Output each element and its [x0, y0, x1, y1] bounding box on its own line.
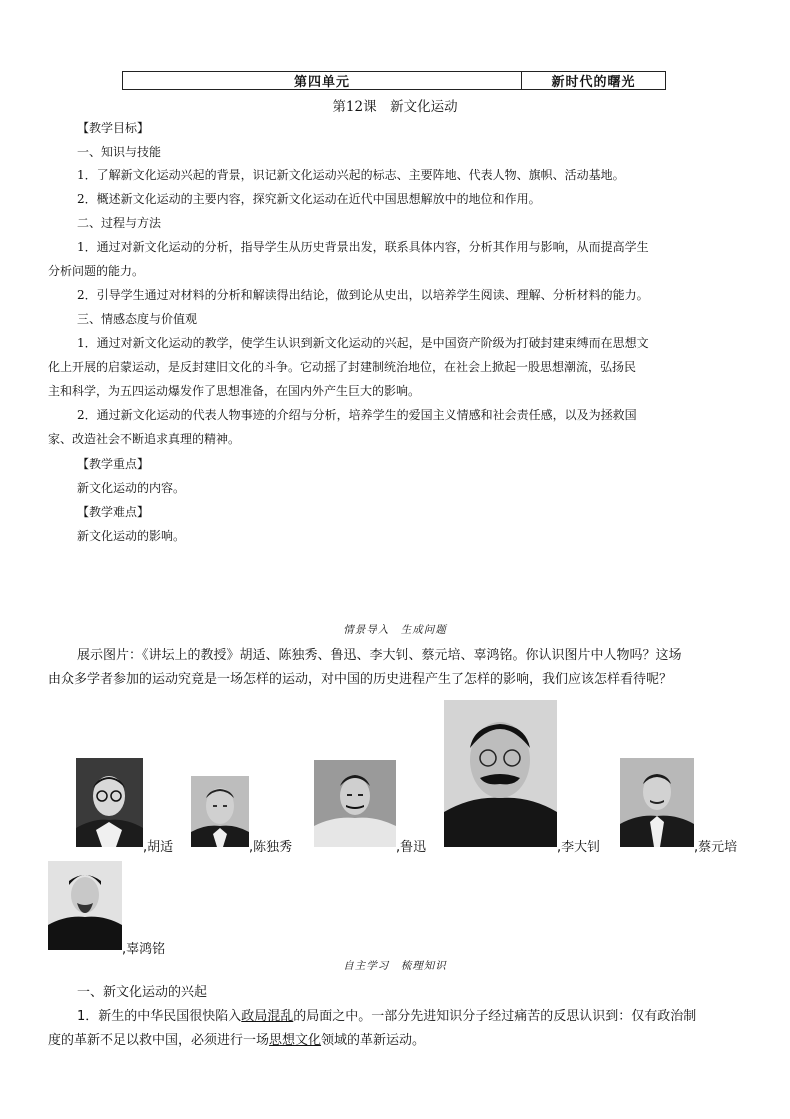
emotion-item-1b: 化上开展的启蒙运动，是反封建旧文化的斗争。它动摇了封建制统治地位，在社会上掀起一股思想潮流，弘扬民	[48, 360, 637, 374]
key-points-heading: 【教学重点】	[77, 457, 150, 471]
intro-line-1: 展示图片：《讲坛上的教授》胡适、陈独秀、鲁迅、李大钊、蔡元培、辜鸿铭。你认识图片中人物吗？这场	[77, 648, 682, 663]
emotion-item-2b: 家、改造社会不断追求真理的精神。	[48, 432, 241, 446]
line2-post: 领域的革新运动。	[321, 1033, 426, 1048]
emotion-heading: 三、情感态度与价值观	[77, 312, 198, 326]
difficulties-content: 新文化运动的影响。	[77, 529, 186, 543]
blank-answer-1: 政局混乱	[241, 1009, 294, 1024]
li-dazhao-photo	[444, 700, 557, 847]
cai-yuanpei-photo	[620, 758, 694, 847]
self-study-line-1	[77, 1005, 696, 1029]
gu-hongming-photo	[48, 861, 122, 950]
intro-line-2: 由众多学者参加的运动究竟是一场怎样的运动，对中国的历史进程产生了怎样的影响，我们应该怎样看待呢？	[48, 672, 673, 687]
unit-label: 第四单元	[123, 72, 522, 89]
header-table	[122, 71, 666, 90]
process-item-1b: 分析问题的能力。	[48, 264, 145, 278]
self-study-section-title: 自主学习 梳理知识	[343, 960, 447, 972]
knowledge-item-1: 1．了解新文化运动兴起的背景，识记新文化运动兴起的标志、主要阵地、代表人物、旗帜、活动基地。	[77, 168, 625, 182]
emotion-item-1c: 主和科学，为五四运动爆发作了思想准备，在国内外产生巨大的影响。	[48, 384, 421, 398]
objectives-heading: 【教学目标】	[77, 121, 150, 135]
line1-pre: 1．新生的中华民国很快陷入	[77, 1009, 242, 1024]
emotion-item-2a: 2．通过新文化运动的代表人物事迹的介绍与分析，培养学生的爱国主义情感和社会责任感，以及为拯救国	[77, 408, 637, 422]
chen-duxiu-caption: ,陈独秀	[249, 840, 293, 855]
process-item-2: 2．引导学生通过对材料的分析和解读得出结论，做到论从史出，以培养学生阅读、理解、分析材料的能力。	[77, 288, 649, 302]
hu-shi-caption: ,胡适	[143, 840, 174, 855]
emotion-item-1a: 1．通过对新文化运动的教学，使学生认识到新文化运动的兴起，是中国资产阶级为打破封建束缚而在思想文	[77, 336, 649, 350]
intro-section-title: 情景导入 生成问题	[343, 624, 447, 636]
gu-hongming-caption: ,辜鸿铭	[122, 942, 166, 957]
line1-post: 的局面之中。一部分先进知识分子经过痛苦的反思认识到：仅有政治制	[293, 1009, 697, 1024]
difficulties-heading: 【教学难点】	[77, 505, 150, 519]
self-study-line-2	[48, 1029, 425, 1053]
self-study-heading: 一、新文化运动的兴起	[77, 985, 208, 1000]
lesson-title: 第12课 新文化运动	[332, 99, 458, 115]
li-dazhao-caption: ,李大钊	[557, 840, 601, 855]
lu-xun-photo	[314, 760, 396, 847]
theme-label: 新时代的曙光	[551, 75, 636, 90]
knowledge-item-2: 2．概述新文化运动的主要内容，探究新文化运动在近代中国思想解放中的地位和作用。	[77, 192, 541, 206]
line2-pre: 度的革新不足以救中国，必须进行一场	[48, 1033, 270, 1048]
cai-yuanpei-caption: ,蔡元培	[694, 840, 738, 855]
process-heading: 二、过程与方法	[77, 216, 162, 230]
knowledge-heading: 一、知识与技能	[77, 145, 162, 159]
key-points-content: 新文化运动的内容。	[77, 481, 186, 495]
hu-shi-photo	[76, 758, 143, 847]
process-item-1a: 1．通过对新文化运动的分析，指导学生从历史背景出发，联系具体内容，分析其作用与影响，从而提高学生	[77, 240, 649, 254]
lu-xun-caption: ,鲁迅	[396, 840, 427, 855]
blank-answer-2: 思想文化	[269, 1033, 322, 1048]
chen-duxiu-photo	[191, 776, 249, 847]
